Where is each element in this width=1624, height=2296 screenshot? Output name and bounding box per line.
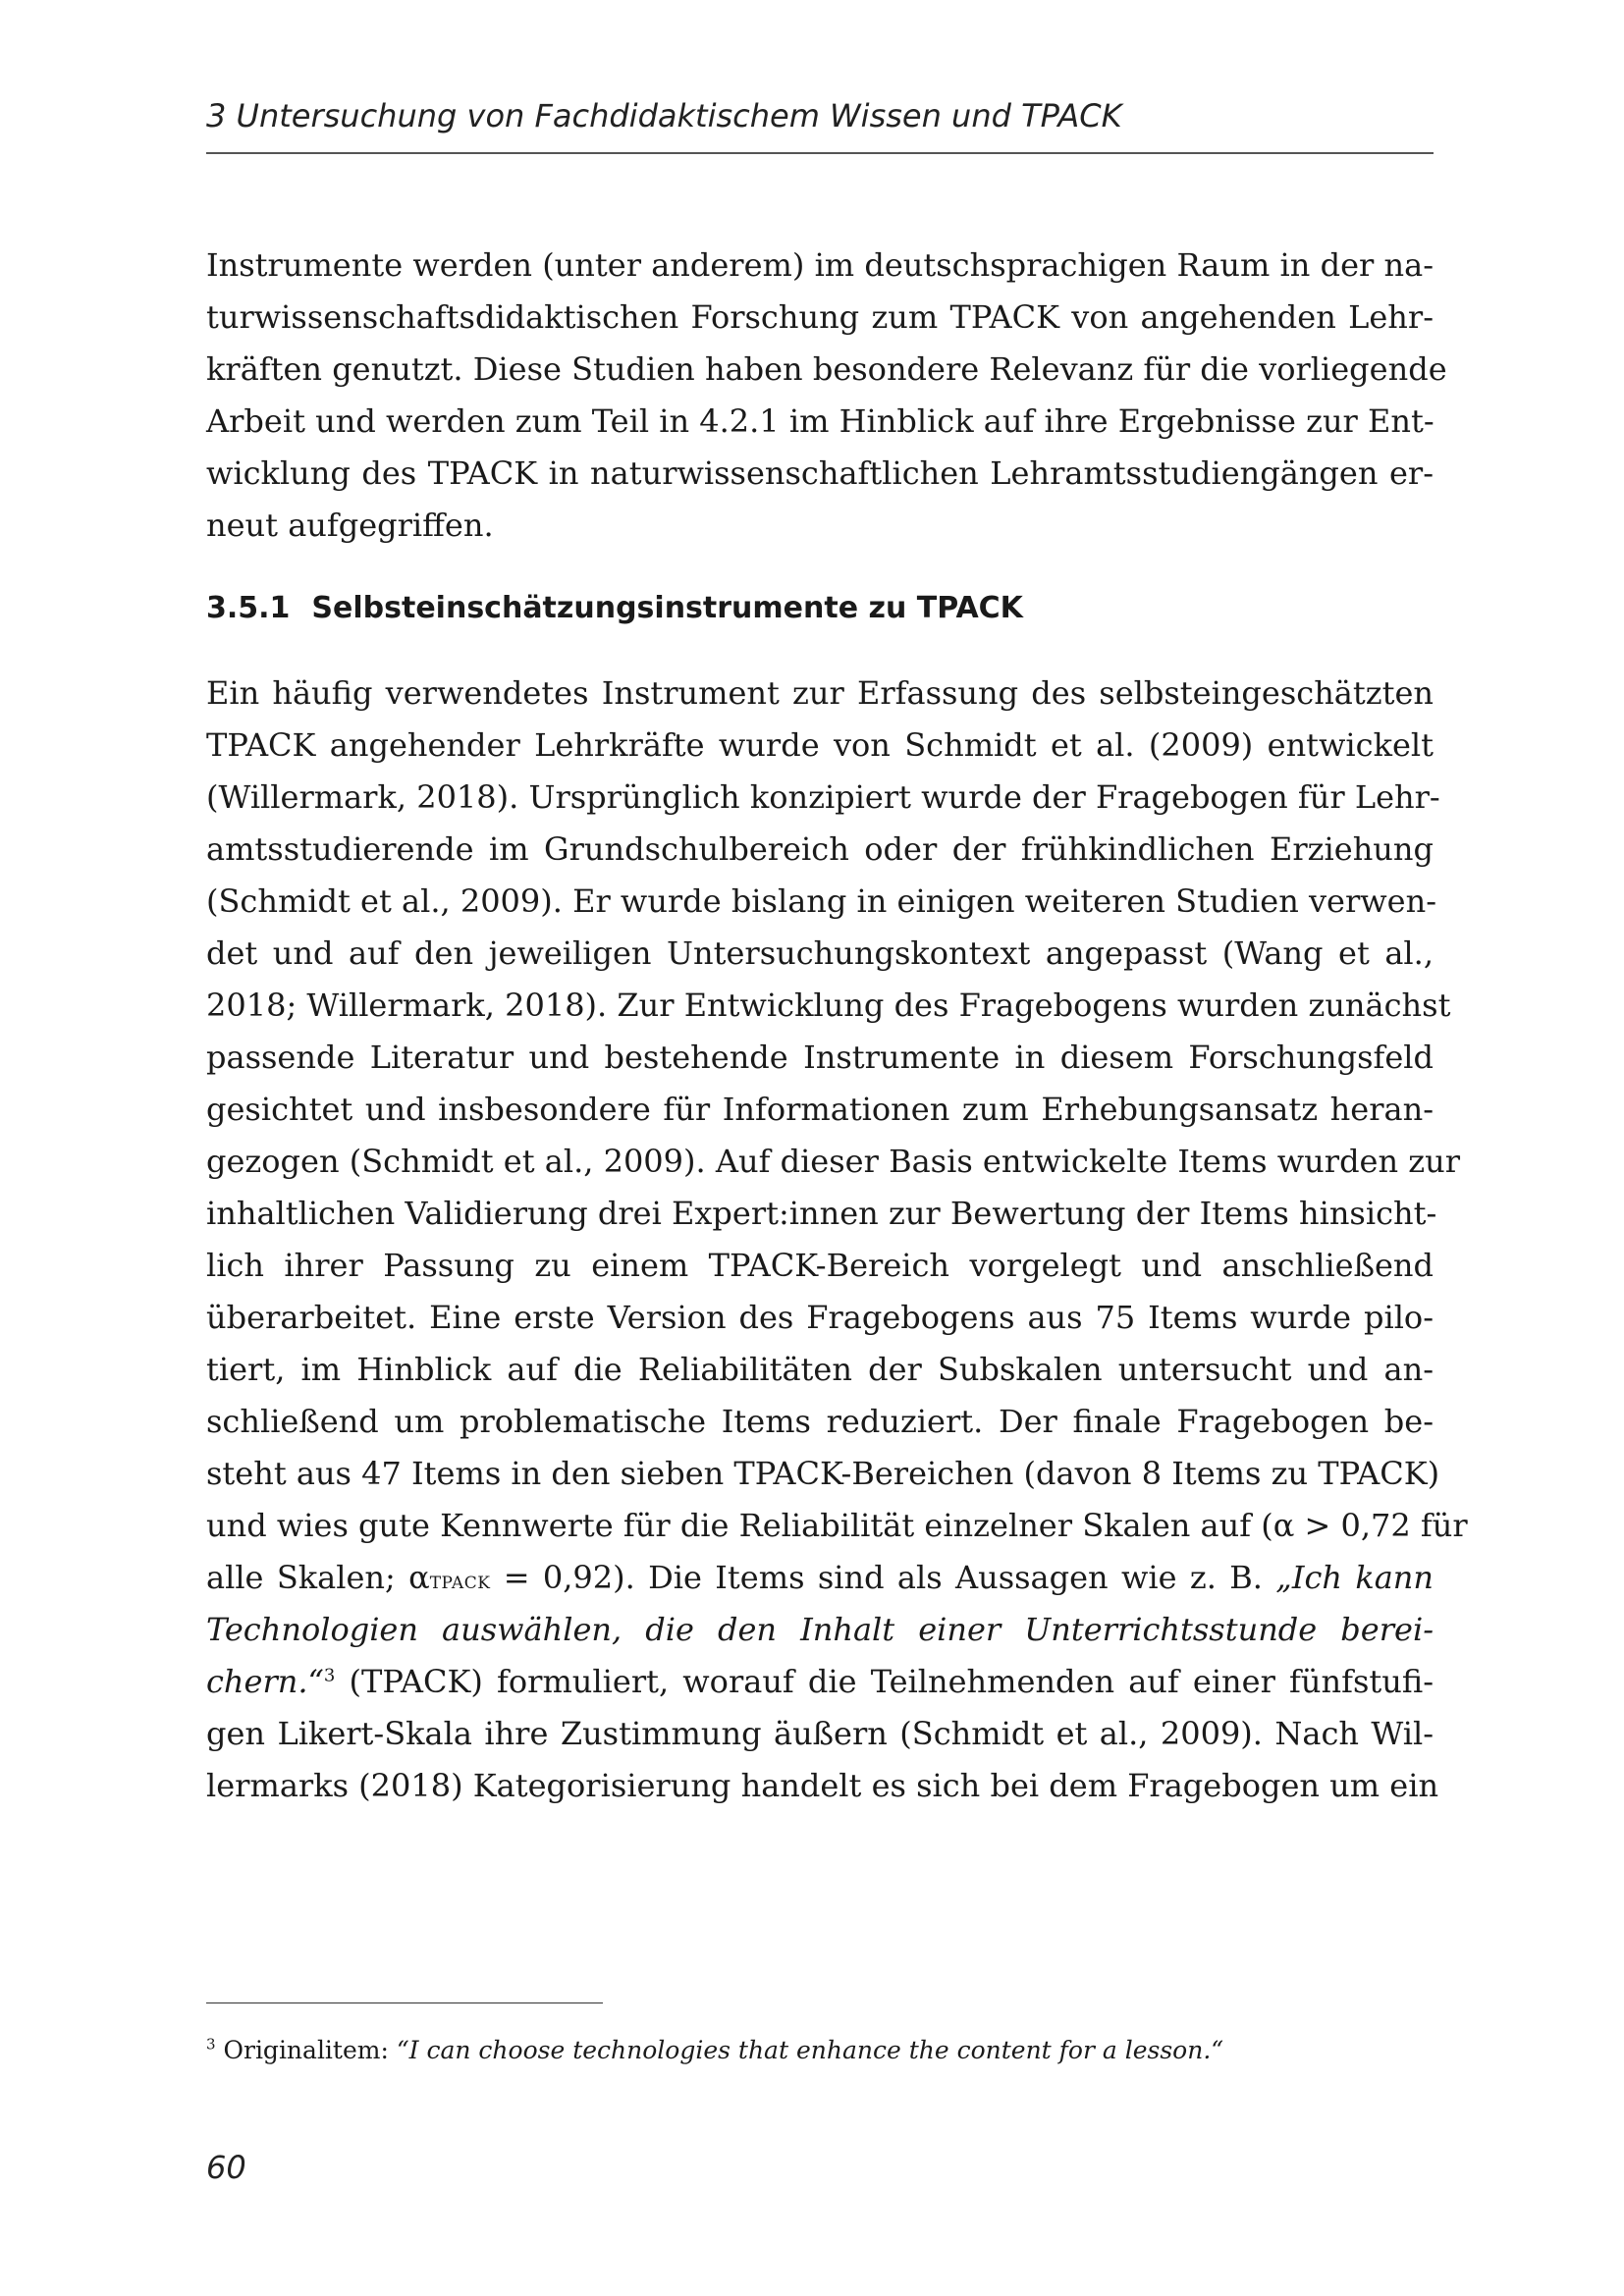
footnote-marker: 3	[206, 2035, 216, 2054]
text-line: Instrumente werden (unter anderem) im deutschsprachigen Raum in der na-	[206, 246, 1434, 284]
intro-paragraph	[206, 240, 1447, 552]
text-line: turwissenschaftsdidaktischen Forschung zum TPACK von angehenden Lehr-	[206, 298, 1434, 336]
text-line: (Schmidt et al., 2009). Er wurde bislang in einigen weiteren Studien verwen-	[206, 882, 1437, 920]
footnote-rule	[206, 2002, 603, 2003]
text-line: (Willermark, 2018). Ursprünglich konzipiert wurde der Fragebogen für Lehr-	[206, 778, 1440, 816]
text-line: wicklung des TPACK in naturwissenschaftlichen Lehramtsstudiengängen er-	[206, 454, 1434, 492]
text-line: und wies gute Kennwerte für die Reliabilität einzelner Skalen auf (α > 0,72 für	[206, 1507, 1468, 1544]
quote-start: „Ich kann	[1275, 1559, 1435, 1596]
text-line: 2018; Willermark, 2018). Zur Entwicklung des Fragebogens wurden zunächst	[206, 987, 1451, 1024]
section-title: Selbsteinschätzungsinstrumente zu TPACK	[311, 591, 1023, 625]
text-line: überarbeitet. Eine erste Version des Fragebogens aus 75 Items wurde pilo-	[206, 1299, 1434, 1336]
quote-end-post: (TPACK) formuliert, worauf die Teilnehmenden auf einer fünfstufi-	[335, 1663, 1434, 1700]
text-line: lermarks (2018) Kategorisierung handelt es sich bei dem Fragebogen um ein	[206, 1767, 1439, 1804]
text-line-italic	[206, 1604, 1434, 1656]
text-line: neut aufgegriffen.	[206, 507, 494, 544]
text-line-alpha	[206, 1552, 1434, 1604]
alpha-pre: alle Skalen; α	[206, 1559, 430, 1596]
page-number: 60	[206, 2149, 246, 2186]
text-line: kräften genutzt. Diese Studien haben besondere Relevanz für die vorliegende	[206, 350, 1447, 388]
text-line: tiert, im Hinblick auf die Reliabilitäten der Subskalen untersucht und an-	[206, 1351, 1434, 1388]
alpha-subscript: TPACK	[429, 1574, 491, 1593]
text-line: gen Likert-Skala ihre Zustimmung äußern (Schmidt et al., 2009). Nach Wil-	[206, 1715, 1434, 1752]
text-line: inhaltlichen Validierung drei Expert:innen zur Bewertung der Items hinsicht-	[206, 1195, 1437, 1232]
text-line: Ein häufig verwendetes Instrument zur Erfassung des selbsteingeschätzten	[206, 674, 1434, 712]
text-line: Arbeit und werden zum Teil in 4.2.1 im Hinblick auf ihre Ergebnisse zur Ent-	[206, 402, 1435, 440]
text-line: det und auf den jeweiligen Untersuchungskontext angepasst (Wang et al.,	[206, 934, 1434, 972]
text-line: amtsstudierende im Grundschulbereich oder der frühkindlichen Erziehung	[206, 830, 1434, 868]
header-rule	[206, 152, 1434, 154]
text-line: gezogen (Schmidt et al., 2009). Auf dieser Basis entwickelte Items wurden zur	[206, 1143, 1461, 1180]
text-line: gesichtet und insbesondere für Informationen zum Erhebungsansatz heran-	[206, 1091, 1434, 1128]
alpha-post: = 0,92). Die Items sind als Aussagen wie z. B.	[490, 1559, 1276, 1596]
section-heading	[206, 589, 1023, 628]
running-header: 3 Untersuchung von Fachdidaktischem Wissen und TPACK	[206, 97, 1122, 134]
text-line: passende Literatur und bestehende Instrumente in diesem Forschungsfeld	[206, 1039, 1434, 1076]
footnote-label: Originalitem:	[215, 2036, 397, 2064]
text-line: steht aus 47 Items in den sieben TPACK-Bereichen (davon 8 Items zu TPACK)	[206, 1455, 1440, 1492]
main-paragraph	[206, 667, 1468, 1812]
quote-end: chern.“	[206, 1663, 324, 1700]
section-number: 3.5.1	[206, 591, 291, 625]
quote-middle: Technologien auswählen, die den Inhalt einer Unterrichtsstunde berei-	[206, 1611, 1434, 1648]
footnote-reference[interactable]: 3	[323, 1665, 336, 1686]
footnote-text: “I can choose technologies that enhance the content for a lesson.“	[396, 2036, 1224, 2064]
text-line: lich ihrer Passung zu einem TPACK-Bereich vorgelegt und anschließend	[206, 1247, 1434, 1284]
text-line: schließend um problematische Items reduziert. Der finale Fragebogen be-	[206, 1403, 1434, 1440]
footnote	[206, 2033, 1434, 2068]
text-line: TPACK angehender Lehrkräfte wurde von Schmidt et al. (2009) entwickelt	[206, 726, 1434, 764]
text-line-quote-end	[206, 1656, 1434, 1708]
